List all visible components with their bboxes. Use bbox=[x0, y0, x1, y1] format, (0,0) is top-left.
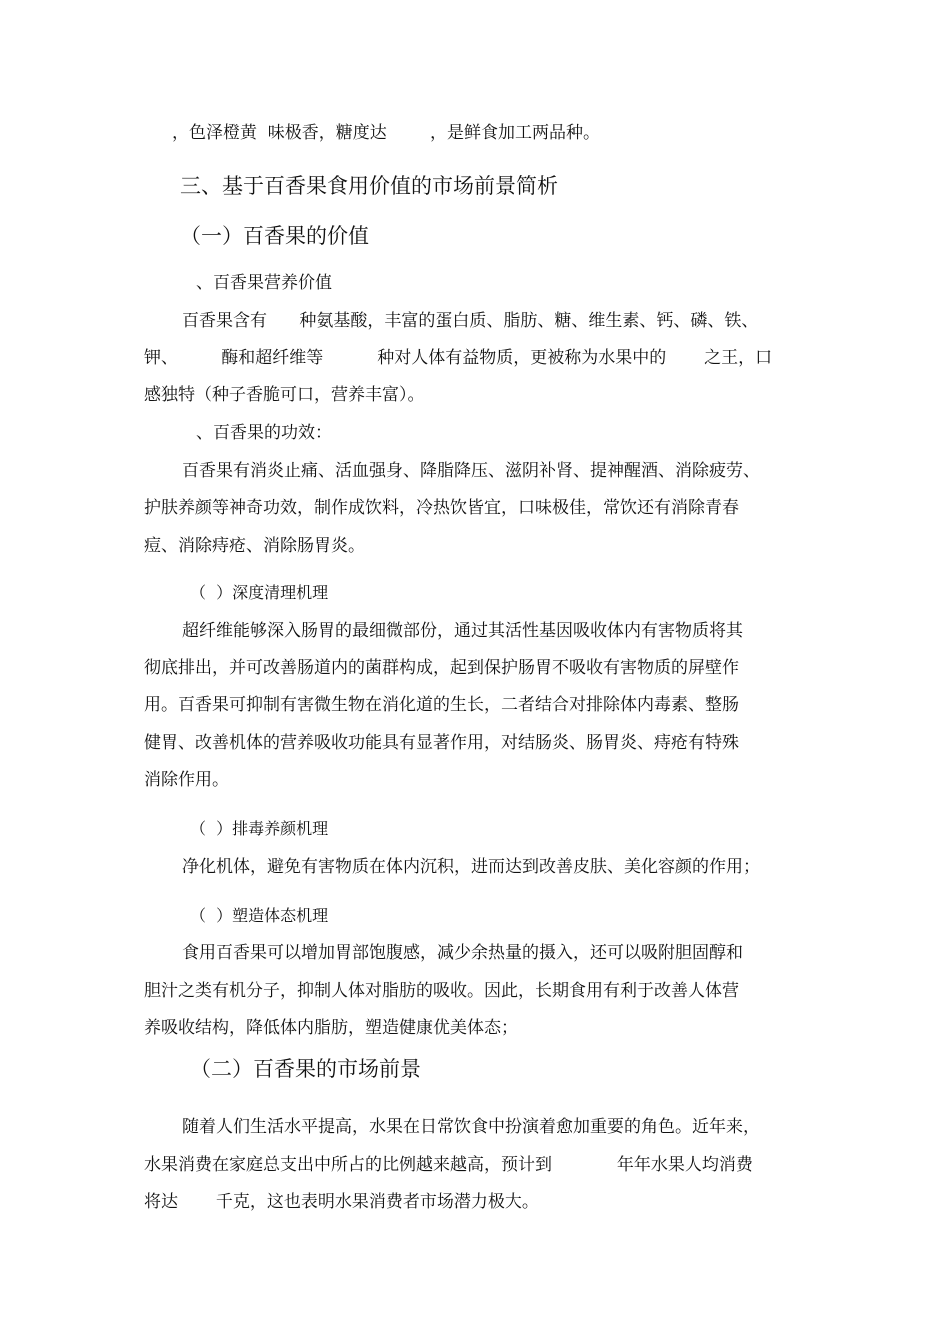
paragraph-line: 感独特（种子香脆可口，营养丰富）。 bbox=[144, 385, 425, 405]
paragraph-line: 护肤养颜等神奇功效，制作成饮料，冷热饮皆宜，口味极佳，常饮还有消除青春 bbox=[144, 498, 739, 518]
heading-nutrition-value: 、百香果营养价值 bbox=[196, 273, 332, 293]
paragraph-line: 百香果含有 种氨基酸，丰富的蛋白质、脂肪、糖、维生素、钙、磷、铁、 bbox=[182, 311, 759, 331]
heading-body-shaping: （ ）塑造体态机理 bbox=[190, 906, 329, 925]
section-heading-market-analysis: 三、基于百香果食用价值的市场前景简析 bbox=[180, 174, 558, 198]
paragraph-line: 痘、消除痔疮、消除肠胃炎。 bbox=[144, 536, 365, 556]
paragraph-line: 彻底排出，并可改善肠道内的菌群构成，起到保护肠胃不吸收有害物质的屏壁作 bbox=[144, 658, 739, 678]
paragraph-line: 钾、 酶和超纤维等 种对人体有益物质，更被称为水果中的 之王，口 bbox=[144, 348, 773, 368]
paragraph-line: 随着人们生活水平提高，水果在日常饮食中扮演着愈加重要的角色。近年来， bbox=[182, 1117, 760, 1137]
paragraph-line: 将达 千克，这也表明水果消费者市场潜力极大。 bbox=[144, 1192, 539, 1212]
paragraph-line: 用。百香果可抑制有害微生物在消化道的生长，二者结合对排除体内毒素、整肠 bbox=[144, 695, 739, 715]
subsection-heading-market: （二）百香果的市场前景 bbox=[190, 1057, 421, 1081]
heading-effects: 、百香果的功效： bbox=[196, 423, 332, 443]
paragraph-line: 胆汁之类有机分子，抑制人体对脂肪的吸收。因此，长期食用有利于改善人体营 bbox=[144, 981, 739, 1001]
subsection-heading-value: （一）百香果的价值 bbox=[180, 224, 369, 248]
heading-detox: （ ）排毒养颜机理 bbox=[190, 819, 329, 838]
heading-deep-cleaning: （ ）深度清理机理 bbox=[190, 583, 329, 602]
paragraph-line: 消除作用。 bbox=[144, 770, 229, 790]
paragraph-line: 百香果有消炎止痛、活血强身、降脂降压、滋阴补肾、提神醒酒、消除疲劳、 bbox=[182, 461, 760, 481]
paragraph-line: 养吸收结构，降低体内脂肪，塑造健康优美体态； bbox=[144, 1018, 518, 1038]
paragraph-line: 水果消费在家庭总支出中所占的比例越来越高，预计到 年年水果人均消费 bbox=[144, 1155, 753, 1175]
paragraph-line: 超纤维能够深入肠胃的最细微部份，通过其活性基因吸收体内有害物质将其 bbox=[182, 621, 743, 641]
paragraph-line: 食用百香果可以增加胃部饱腹感，减少余热量的摄入，还可以吸附胆固醇和 bbox=[182, 943, 743, 963]
intro-line: ，色泽橙黄 味极香，糖度达 ，是鲜食加工两品种。 bbox=[172, 123, 601, 143]
paragraph-line: 健胃、改善机体的营养吸收功能具有显著作用，对结肠炎、肠胃炎、痔疮有特殊 bbox=[144, 733, 739, 753]
paragraph-line: 净化机体，避免有害物质在体内沉积，进而达到改善皮肤、美化容颜的作用； bbox=[182, 857, 760, 877]
